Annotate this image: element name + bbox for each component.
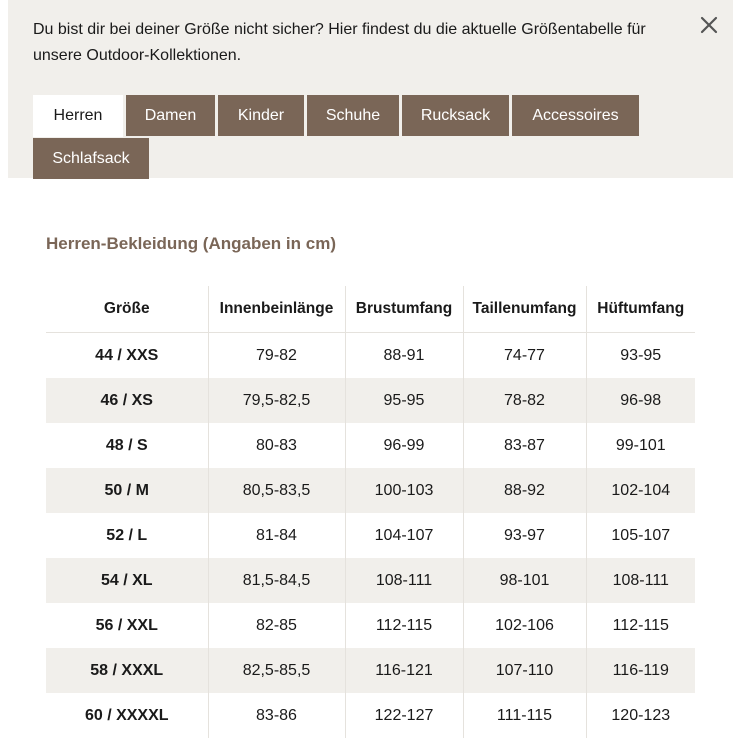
table-cell: 99-101 (586, 423, 695, 468)
table-cell: 111-115 (463, 693, 586, 738)
table-cell: 79,5-82,5 (208, 378, 345, 423)
table-cell: 83-87 (463, 423, 586, 468)
table-cell: 81,5-84,5 (208, 558, 345, 603)
size-guide-header-panel (8, 0, 733, 178)
table-row (46, 333, 695, 379)
table-cell: 93-95 (586, 333, 695, 379)
table-cell: 80-83 (208, 423, 345, 468)
table-cell: 78-82 (463, 378, 586, 423)
close-button[interactable] (696, 12, 722, 38)
table-row (46, 648, 695, 693)
size-cell: 46 / XS (46, 378, 208, 423)
table-cell: 82-85 (208, 603, 345, 648)
column-header: Taillenumfang (463, 286, 586, 333)
size-cell: 48 / S (105, 436, 148, 454)
column-header: Größe (46, 286, 208, 333)
table-cell: 88-92 (463, 468, 586, 513)
table-row (46, 693, 695, 738)
table-cell: 102-106 (463, 603, 586, 648)
table-cell: 81-84 (208, 513, 345, 558)
table-row (46, 513, 695, 558)
size-cell: 44 / XXS (95, 346, 159, 364)
table-cell: 108-111 (345, 558, 463, 603)
table-cell: 83-86 (208, 693, 345, 738)
size-table (46, 286, 695, 738)
table-cell: 116-121 (345, 648, 463, 693)
close-icon (696, 12, 722, 38)
table-cell: 74-77 (463, 333, 586, 379)
table-row (46, 423, 695, 468)
column-header: Hüftumfang (586, 286, 695, 333)
tab-rucksack[interactable]: Rucksack (402, 95, 509, 136)
table-cell: 107-110 (463, 648, 586, 693)
table-cell: 102-104 (586, 468, 695, 513)
table-cell: 112-115 (586, 603, 695, 648)
tab-accessoires[interactable]: Accessoires (512, 95, 639, 136)
table-cell: 79-82 (208, 333, 345, 379)
table-cell: 96-98 (586, 378, 695, 423)
table-cell: 96-99 (345, 423, 463, 468)
table-cell: 95-95 (345, 378, 463, 423)
table-cell: 112-115 (345, 603, 463, 648)
table-header-row (46, 286, 695, 333)
table-cell: 82,5-85,5 (208, 648, 345, 693)
table-cell: 100-103 (345, 468, 463, 513)
table-cell: 93-97 (463, 513, 586, 558)
section-title: Herren-Bekleidung (Angaben in cm) (46, 234, 336, 253)
tab-damen[interactable]: Damen (126, 95, 215, 136)
size-cell: 50 / M (46, 468, 208, 513)
column-header: Brustumfang (345, 286, 463, 333)
table-cell: 88-91 (345, 333, 463, 379)
table-row (46, 558, 695, 603)
table-row (46, 603, 695, 648)
table-cell: 108-111 (586, 558, 695, 603)
size-cell: 52 / L (106, 526, 148, 544)
size-cell: 60 / XXXXL (84, 706, 169, 724)
size-cell: 58 / XXXL (46, 648, 208, 693)
size-cell: 56 / XXL (95, 616, 158, 634)
table-row (46, 468, 695, 513)
table-cell: 80,5-83,5 (208, 468, 345, 513)
tab-kinder[interactable]: Kinder (218, 95, 304, 136)
table-cell: 105-107 (586, 513, 695, 558)
table-cell: 104-107 (345, 513, 463, 558)
table-cell: 116-119 (586, 648, 695, 693)
table-cell: 120-123 (586, 693, 695, 738)
intro-text: Du bist dir bei deiner Größe nicht sicher? Hier findest du die aktuelle Größentabelle für unsere Outdoor-Kollektionen. (33, 21, 646, 64)
tab-schuhe[interactable]: Schuhe (307, 95, 399, 136)
size-cell: 54 / XL (46, 558, 208, 603)
tab-schlafsack[interactable]: Schlafsack (33, 138, 149, 179)
tab-herren[interactable]: Herren (33, 95, 123, 137)
table-cell: 122-127 (345, 693, 463, 738)
table-row (46, 378, 695, 423)
column-header: Innenbeinlänge (208, 286, 345, 333)
table-cell: 98-101 (463, 558, 586, 603)
